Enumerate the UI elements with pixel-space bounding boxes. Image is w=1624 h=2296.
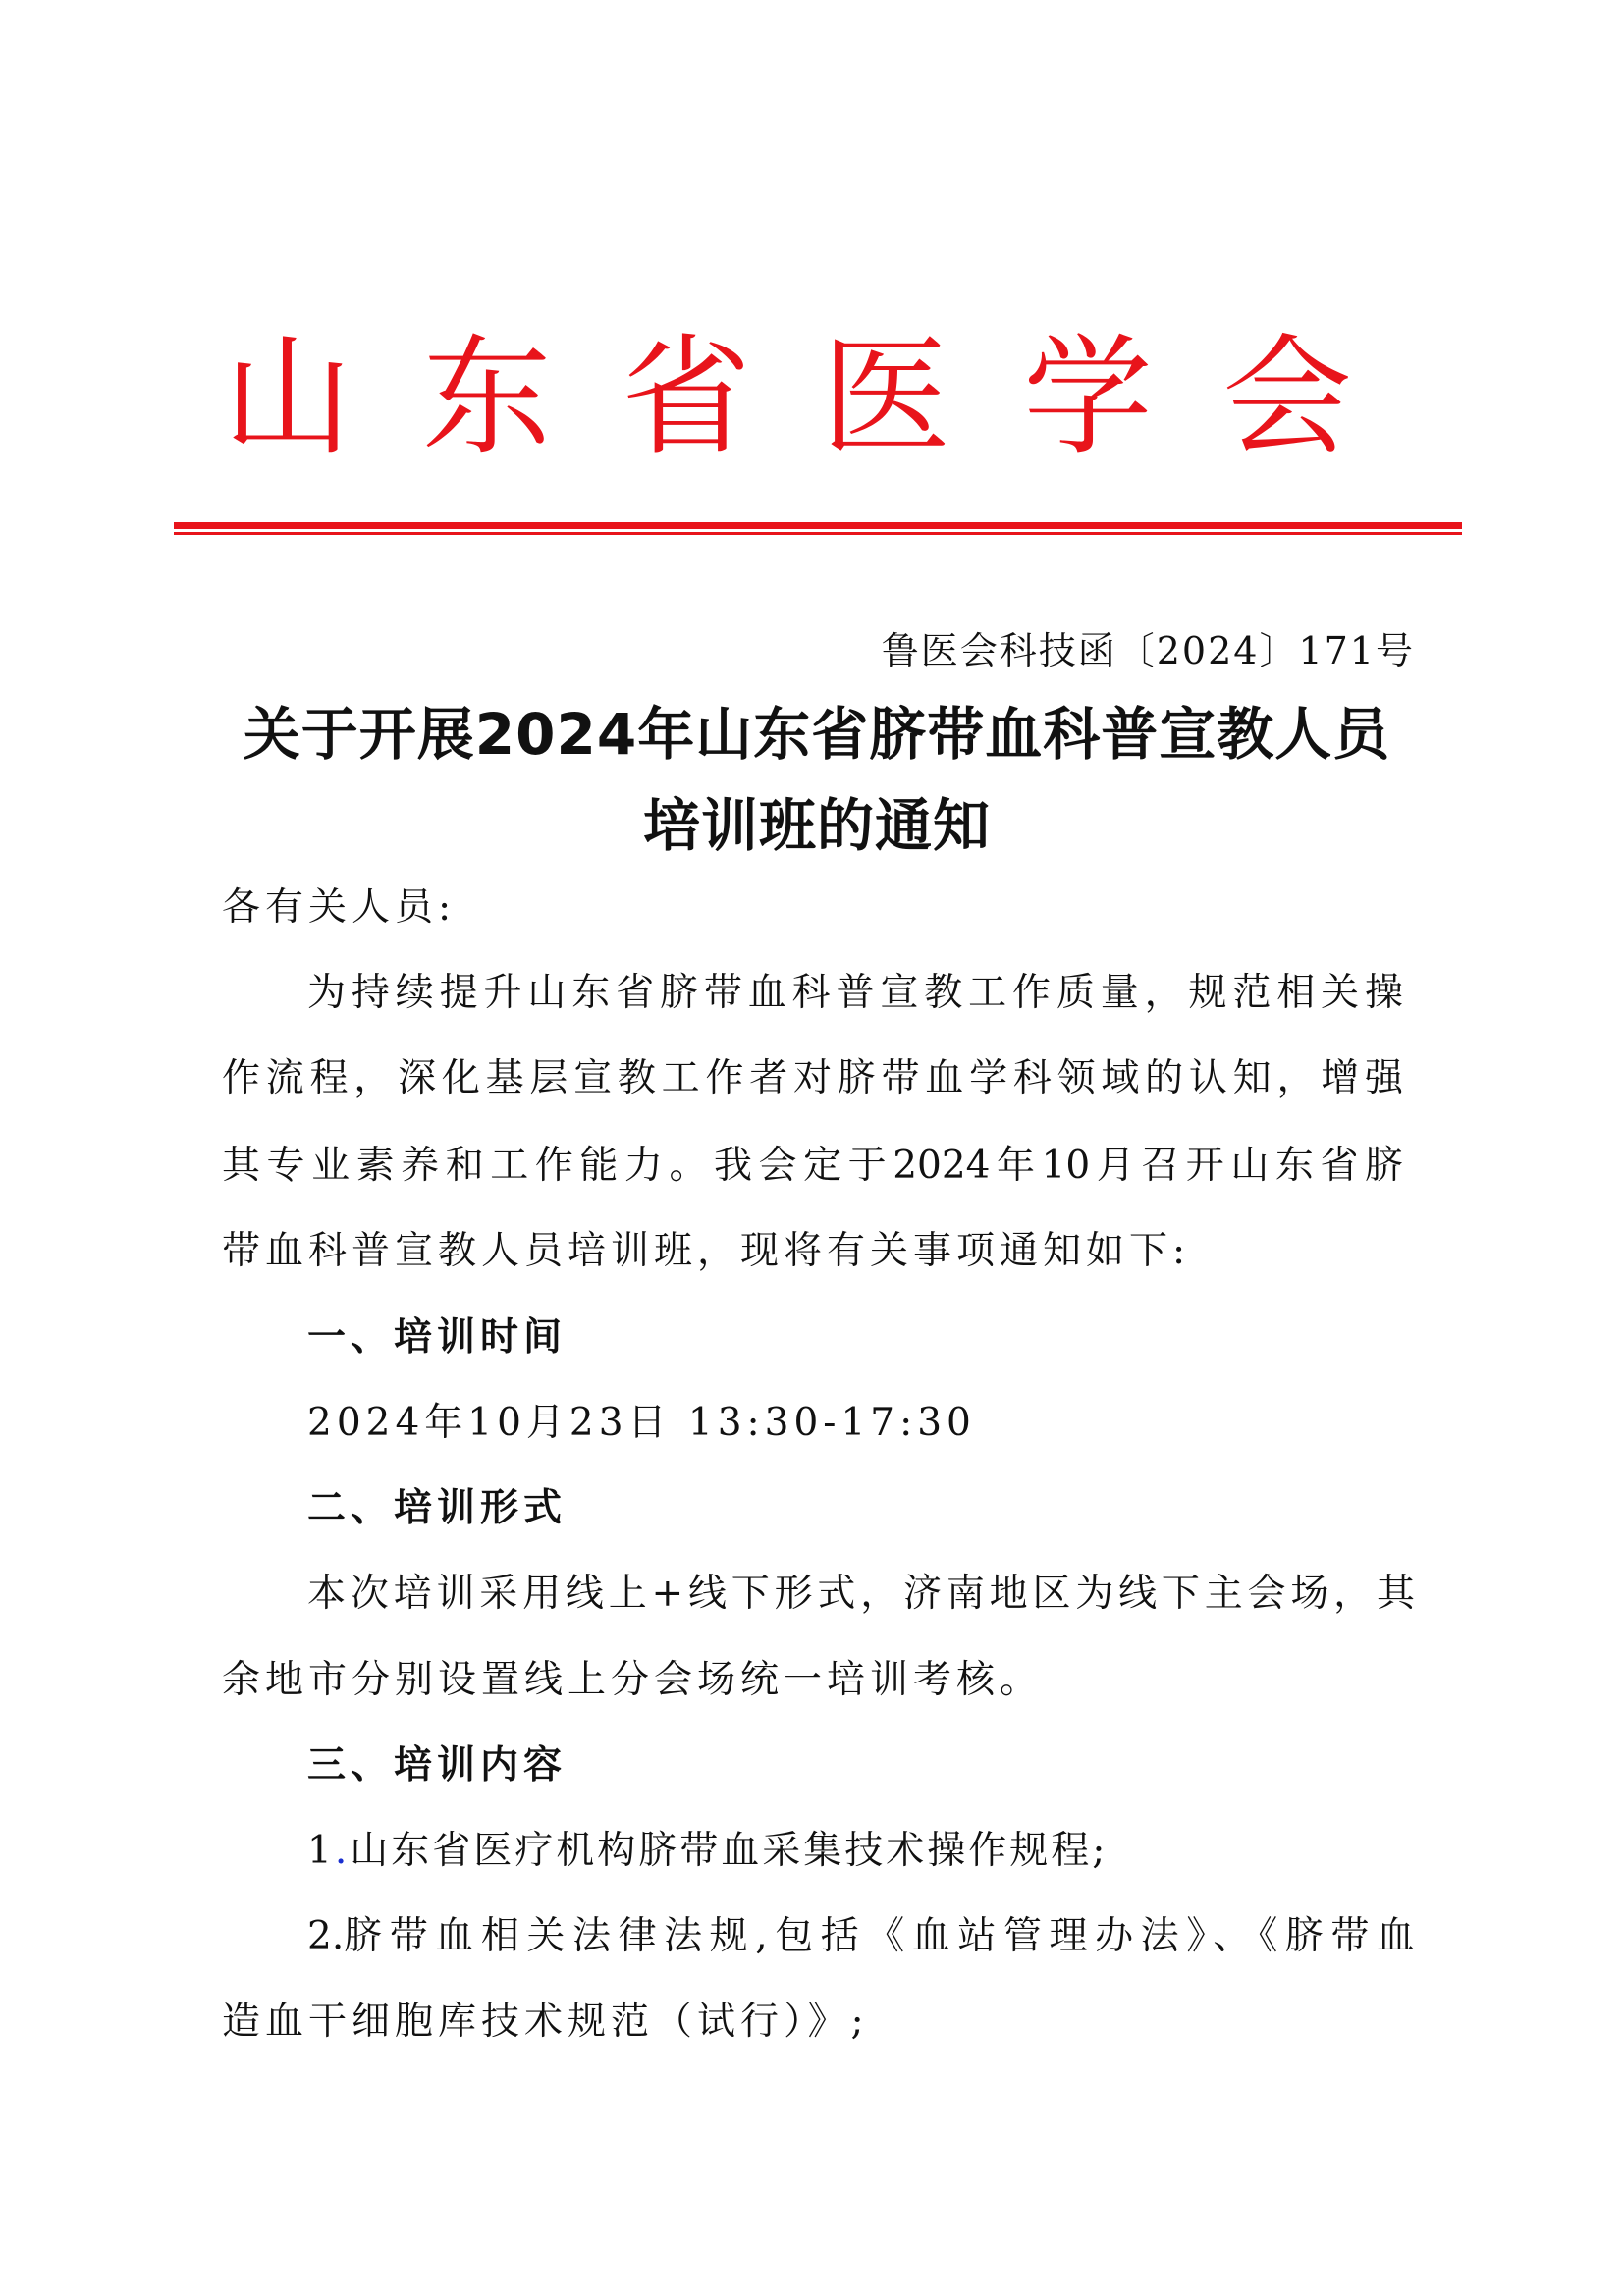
item-separator: . xyxy=(334,1829,351,1873)
item-text: 脐带血相关法律法规,包括《血站管理办法》、《脐带血 xyxy=(344,1914,1415,1958)
org-char: 山 xyxy=(223,322,352,473)
body-line: 余地市分别设置线上分会场统一培训考核。 xyxy=(222,1658,1044,1702)
item-number: 2. xyxy=(307,1914,345,1958)
list-item xyxy=(307,1907,1415,1966)
document-number: 鲁医会科技函〔2024〕171号 xyxy=(881,629,1415,672)
salutation: 各有关人员: xyxy=(222,885,457,930)
org-char: 医 xyxy=(821,322,950,473)
body-line: 带血科普宣教人员培训班，现将有关事项通知如下: xyxy=(222,1229,1191,1273)
body-line: 作流程，深化基层宣教工作者对脐带血学科领域的认知，增强 xyxy=(222,1056,1403,1100)
letterhead-rule-thick xyxy=(174,522,1462,529)
org-char: 东 xyxy=(422,322,552,473)
org-char: 学 xyxy=(1023,322,1153,473)
body-line: 本次培训采用线上+线下形式，济南地区为线下主会场，其 xyxy=(307,1572,1415,1616)
section-heading: 三、培训内容 xyxy=(307,1743,568,1788)
item-number: 1 xyxy=(307,1829,335,1873)
list-item xyxy=(307,1822,1108,1881)
title-line-2: 培训班的通知 xyxy=(642,792,991,859)
body-line: 为持续提升山东省脐带血科普宣教工作质量，规范相关操 xyxy=(307,971,1403,1015)
letterhead-rule-thin xyxy=(174,532,1462,535)
org-char: 会 xyxy=(1222,322,1352,473)
body-line: 其专业素养和工作能力。我会定于2024年10月召开山东省脐 xyxy=(222,1144,1403,1188)
body-line: 造血干细胞库技术规范（试行）》; xyxy=(222,2000,869,2044)
org-char: 省 xyxy=(622,322,751,473)
item-text: 山东省医疗机构脐带血采集技术操作规程; xyxy=(350,1829,1109,1873)
body-line: 2024年10月23日 13:30-17:30 xyxy=(307,1401,976,1445)
letterhead-org-name xyxy=(0,324,1624,471)
title-line-1: 关于开展2024年山东省脐带血科普宣教人员 xyxy=(243,701,1391,768)
section-heading: 二、培训形式 xyxy=(307,1486,568,1530)
section-heading: 一、培训时间 xyxy=(307,1315,568,1360)
